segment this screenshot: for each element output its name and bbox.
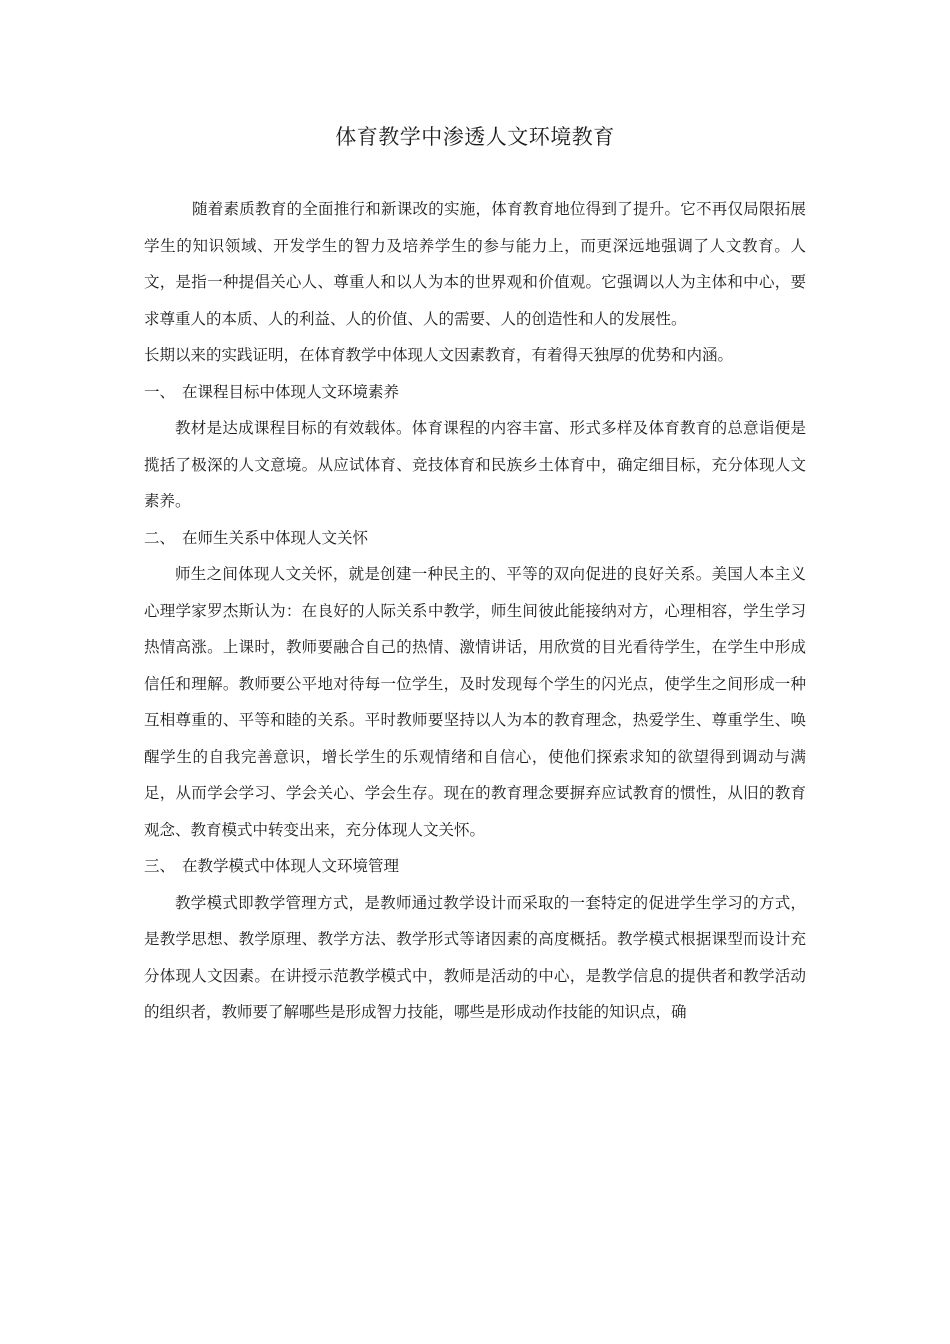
section-heading-text: 在师生关系中体现人文关怀 (182, 528, 369, 547)
document-title: 体育教学中渗透人文环境教育 (335, 125, 615, 149)
section-paragraph-3: 教学模式即教学管理方式，是教师通过教学设计而采取的一套特定的促进学生学习的方式，是教学思想、教学原理、教学方法、教学形式等诸因素的高度概括。教学模式根据课型而设计充分体现人文因素。在讲授示范教学模式中，教师是活动的中心，是教学信息的提供者和教学活动的组织者，教师要了解哪些是形成智力技能，哪些是形成动作技能的知识点，确 (144, 893, 806, 1021)
document-body (144, 191, 806, 1031)
intro-paragraph: 随着素质教育的全面推行和新课改的实施，体育教育地位得到了提升。它不再仅局限拓展学生的知识领域、开发学生的智力及培养学生的参与能力上，而更深远地强调了人文教育。人文，是指一种提倡关心人、尊重人和以人为本的世界观和价值观。它强调以人为主体和中心，要求尊重人的本质、人的利益、人的价值、人的需要、人的创造性和人的发展性。 (144, 200, 806, 328)
section-paragraph-1: 教材是达成课程目标的有效载体。体育课程的内容丰富、形式多样及体育教育的总意诣便是揽括了极深的人文意境。从应试体育、竞技体育和民族乡土体育中，确定细目标，充分体现人文素养。 (144, 419, 806, 510)
section-number: 一、 (144, 382, 176, 401)
section-heading-text: 在课程目标中体现人文环境素养 (182, 382, 400, 401)
section-heading-1 (144, 374, 806, 411)
intro-conclusion: 长期以来的实践证明，在体育教学中体现人文因素教育，有着得天独厚的优势和内涵。 (144, 346, 734, 364)
section-paragraph-2: 师生之间体现人文关怀，就是创建一种民主的、平等的双向促进的良好关系。美国人本主义心理学家罗杰斯认为：在良好的人际关系中教学，师生间彼此能接纳对方，心理相容，学生学习热情高涨。上课时，教师要融合自己的热情、激情讲话，用欣赏的目光看待学生，在学生中形成信任和理解。教师要公平地对待每一位学生，及时发现每个学生的闪光点，使学生之间形成一种互相尊重的、平等和睦的关系。平时教师要坚持以人为本的教育理念，热爱学生、尊重学生、唤醒学生的自我完善意识，增长学生的乐观情绪和自信心，使他们探索求知的欲望得到调动与满足，从而学会学习、学会关心、学会生存。现在的教育理念要摒弃应试教育的惯性，从旧的教育观念、教育模式中转变出来，充分体现人文关怀。 (144, 565, 806, 839)
section-number: 二、 (144, 528, 176, 547)
section-heading-text: 在教学模式中体现人文环境管理 (182, 857, 400, 875)
section-heading-3 (144, 848, 806, 885)
section-number: 三、 (144, 857, 176, 875)
section-heading-2 (144, 520, 806, 557)
